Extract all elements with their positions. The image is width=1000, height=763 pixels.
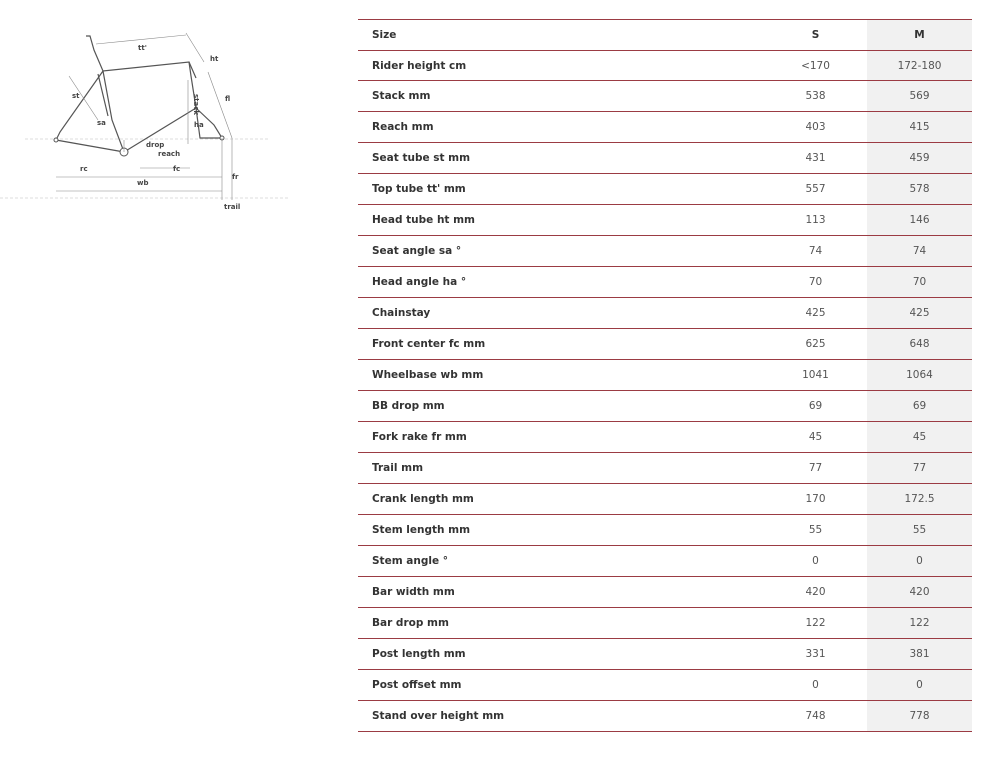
geometry-table — [358, 19, 972, 732]
row-value-s: 55 — [764, 515, 867, 546]
row-value-m: 146 — [867, 205, 972, 236]
table-row — [358, 701, 972, 732]
row-value-s: 403 — [764, 112, 867, 143]
label-st: st — [72, 92, 80, 100]
row-value-m: 569 — [867, 81, 972, 112]
row-label: Head angle ha ° — [358, 267, 764, 298]
table-row — [358, 360, 972, 391]
row-value-m: 648 — [867, 329, 972, 360]
row-value-s: <170 — [764, 51, 867, 81]
row-value-s: 420 — [764, 577, 867, 608]
row-label: Stem length mm — [358, 515, 764, 546]
table-row — [358, 391, 972, 422]
label-reach: reach — [158, 150, 181, 158]
table-row — [358, 577, 972, 608]
row-label: Seat tube st mm — [358, 143, 764, 174]
row-value-m: 74 — [867, 236, 972, 267]
table-row — [358, 174, 972, 205]
row-label: Stack mm — [358, 81, 764, 112]
header-size: Size — [358, 20, 764, 51]
row-value-s: 69 — [764, 391, 867, 422]
row-value-m: 172.5 — [867, 484, 972, 515]
table-row — [358, 205, 972, 236]
row-value-m: 425 — [867, 298, 972, 329]
table-row — [358, 298, 972, 329]
row-value-s: 0 — [764, 546, 867, 577]
table-row — [358, 81, 972, 112]
row-label: Wheelbase wb mm — [358, 360, 764, 391]
row-value-s: 625 — [764, 329, 867, 360]
label-wb: wb — [137, 179, 149, 187]
row-value-s: 431 — [764, 143, 867, 174]
row-value-m: 381 — [867, 639, 972, 670]
row-value-m: 459 — [867, 143, 972, 174]
row-label: Stem angle ° — [358, 546, 764, 577]
label-rc: rc — [80, 165, 88, 173]
row-value-s: 538 — [764, 81, 867, 112]
row-label: Chainstay — [358, 298, 764, 329]
table-row — [358, 143, 972, 174]
table-row — [358, 608, 972, 639]
table-row — [358, 51, 972, 81]
row-value-m: 55 — [867, 515, 972, 546]
row-label: Rider height cm — [358, 51, 764, 81]
row-label: Head tube ht mm — [358, 205, 764, 236]
label-ha: ha — [194, 121, 204, 129]
row-label: Reach mm — [358, 112, 764, 143]
row-label: Stand over height mm — [358, 701, 764, 732]
rear-axle — [54, 138, 58, 142]
label-tt: tt' — [138, 44, 147, 52]
row-label: Fork rake fr mm — [358, 422, 764, 453]
label-ht: ht — [210, 55, 219, 63]
row-value-s: 170 — [764, 484, 867, 515]
row-value-s: 748 — [764, 701, 867, 732]
row-label: Crank length mm — [358, 484, 764, 515]
row-value-s: 45 — [764, 422, 867, 453]
row-value-s: 0 — [764, 670, 867, 701]
row-value-m: 420 — [867, 577, 972, 608]
table-row — [358, 639, 972, 670]
table-row — [358, 670, 972, 701]
row-label: Trail mm — [358, 453, 764, 484]
label-fr: fr — [232, 173, 239, 181]
row-value-m: 172-180 — [867, 51, 972, 81]
row-value-m: 0 — [867, 670, 972, 701]
table-row — [358, 267, 972, 298]
row-value-m: 70 — [867, 267, 972, 298]
geometry-table-body — [358, 51, 972, 732]
row-value-m: 1064 — [867, 360, 972, 391]
label-drop: drop — [146, 141, 165, 149]
row-value-s: 557 — [764, 174, 867, 205]
row-label: Post offset mm — [358, 670, 764, 701]
table-row — [358, 546, 972, 577]
header-size-s: S — [764, 20, 867, 51]
label-sa: sa — [97, 119, 106, 127]
label-stack: stack — [192, 94, 200, 116]
row-label: BB drop mm — [358, 391, 764, 422]
row-label: Post length mm — [358, 639, 764, 670]
row-value-s: 113 — [764, 205, 867, 236]
row-label: Bar drop mm — [358, 608, 764, 639]
header-size-m: M — [867, 20, 972, 51]
row-value-m: 77 — [867, 453, 972, 484]
label-fl: fl — [225, 95, 231, 103]
row-value-m: 0 — [867, 546, 972, 577]
frame-geometry-svg — [0, 20, 300, 220]
row-label: Top tube tt' mm — [358, 174, 764, 205]
label-fc: fc — [173, 165, 181, 173]
row-label: Front center fc mm — [358, 329, 764, 360]
row-value-m: 578 — [867, 174, 972, 205]
row-value-m: 415 — [867, 112, 972, 143]
table-row — [358, 236, 972, 267]
row-value-s: 1041 — [764, 360, 867, 391]
table-row — [358, 453, 972, 484]
table-row — [358, 484, 972, 515]
row-value-m: 122 — [867, 608, 972, 639]
row-value-s: 122 — [764, 608, 867, 639]
row-value-s: 425 — [764, 298, 867, 329]
table-row — [358, 329, 972, 360]
frame-geometry-diagram — [0, 20, 300, 220]
row-value-s: 77 — [764, 453, 867, 484]
row-value-m: 45 — [867, 422, 972, 453]
table-row — [358, 515, 972, 546]
row-value-m: 778 — [867, 701, 972, 732]
header-row — [358, 20, 972, 51]
row-label: Seat angle sa ° — [358, 236, 764, 267]
row-label: Bar width mm — [358, 577, 764, 608]
row-value-s: 331 — [764, 639, 867, 670]
table-row — [358, 422, 972, 453]
table-row — [358, 112, 972, 143]
label-trail: trail — [224, 203, 241, 211]
row-value-s: 74 — [764, 236, 867, 267]
row-value-m: 69 — [867, 391, 972, 422]
row-value-s: 70 — [764, 267, 867, 298]
